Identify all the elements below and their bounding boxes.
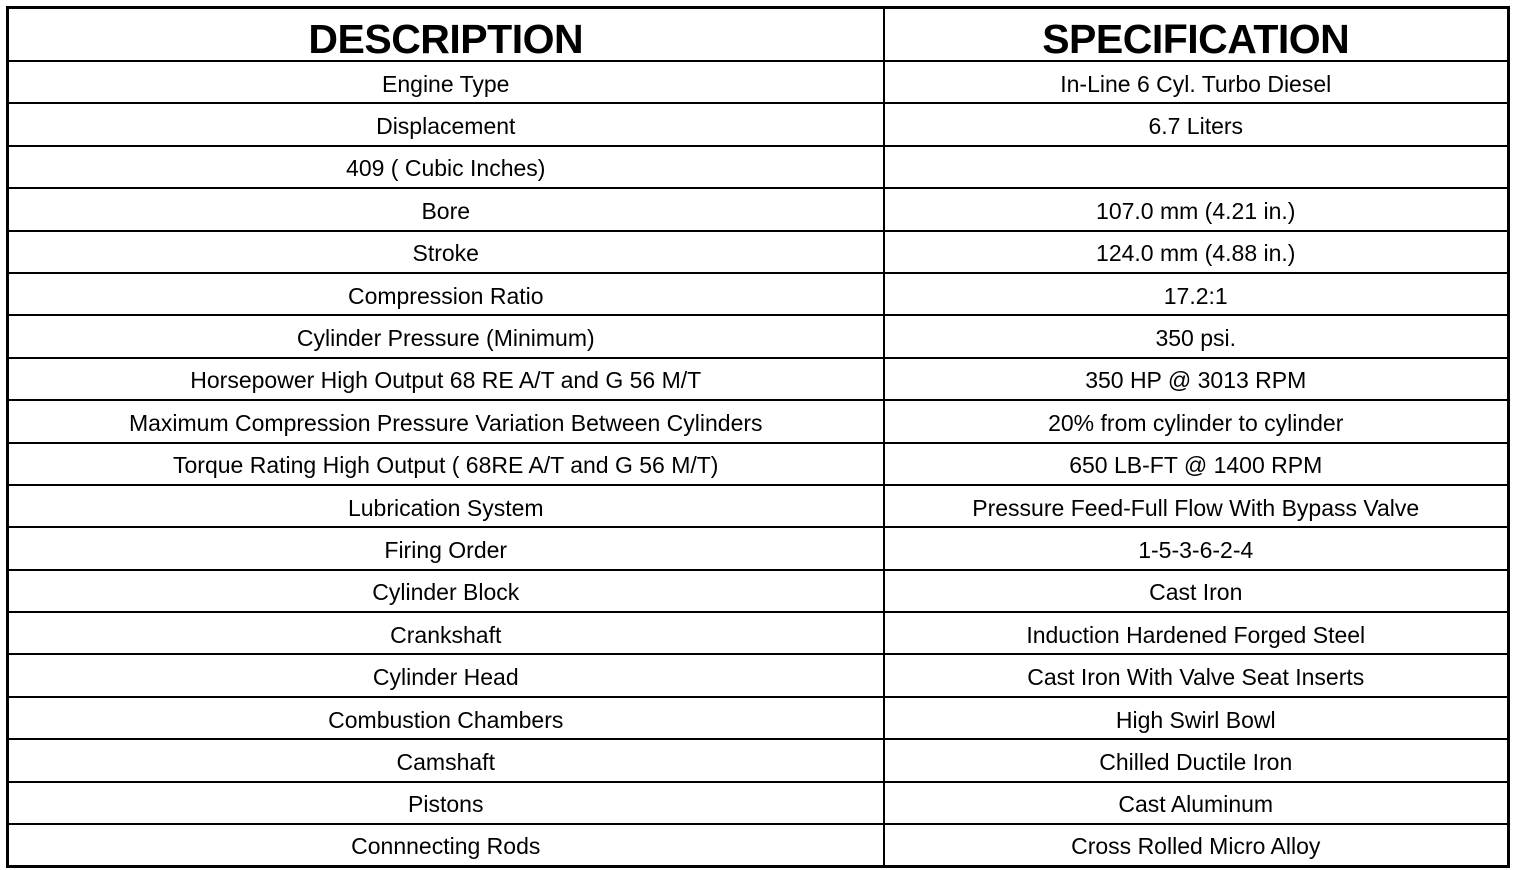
description-cell: Cylinder Pressure (Minimum) bbox=[8, 315, 884, 357]
specification-cell: 6.7 Liters bbox=[884, 103, 1509, 145]
specification-cell: Cast Iron With Valve Seat Inserts bbox=[884, 654, 1509, 696]
description-cell: Pistons bbox=[8, 782, 884, 824]
table-row bbox=[8, 231, 1509, 273]
description-cell: Firing Order bbox=[8, 527, 884, 569]
table-row bbox=[8, 443, 1509, 485]
specification-cell bbox=[884, 146, 1509, 188]
description-cell: Camshaft bbox=[8, 739, 884, 781]
table-row bbox=[8, 188, 1509, 230]
table-header bbox=[8, 8, 1509, 62]
description-cell: Torque Rating High Output ( 68RE A/T and G 56 M/T) bbox=[8, 443, 884, 485]
table-row bbox=[8, 782, 1509, 824]
specification-cell: 650 LB-FT @ 1400 RPM bbox=[884, 443, 1509, 485]
description-cell: Cylinder Block bbox=[8, 570, 884, 612]
specification-cell: 20% from cylinder to cylinder bbox=[884, 400, 1509, 442]
description-cell: 409 ( Cubic Inches) bbox=[8, 146, 884, 188]
specification-cell: In-Line 6 Cyl. Turbo Diesel bbox=[884, 61, 1509, 103]
specification-cell: 107.0 mm (4.21 in.) bbox=[884, 188, 1509, 230]
description-cell: Stroke bbox=[8, 231, 884, 273]
description-cell: Crankshaft bbox=[8, 612, 884, 654]
description-cell: Connnecting Rods bbox=[8, 824, 884, 866]
table-row bbox=[8, 146, 1509, 188]
header-specification: SPECIFICATION bbox=[884, 8, 1509, 62]
specification-cell: 124.0 mm (4.88 in.) bbox=[884, 231, 1509, 273]
specification-cell: 1-5-3-6-2-4 bbox=[884, 527, 1509, 569]
specification-cell: 17.2:1 bbox=[884, 273, 1509, 315]
table-row bbox=[8, 400, 1509, 442]
table-row bbox=[8, 273, 1509, 315]
engine-specification-table bbox=[6, 6, 1510, 868]
table-row bbox=[8, 654, 1509, 696]
specification-cell: Induction Hardened Forged Steel bbox=[884, 612, 1509, 654]
description-cell: Horsepower High Output 68 RE A/T and G 56 M/T bbox=[8, 358, 884, 400]
table-row bbox=[8, 570, 1509, 612]
specification-cell: Pressure Feed-Full Flow With Bypass Valve bbox=[884, 485, 1509, 527]
table-row bbox=[8, 612, 1509, 654]
table-row bbox=[8, 485, 1509, 527]
table-row bbox=[8, 697, 1509, 739]
description-cell: Displacement bbox=[8, 103, 884, 145]
description-cell: Bore bbox=[8, 188, 884, 230]
table-row bbox=[8, 358, 1509, 400]
table-row bbox=[8, 824, 1509, 866]
header-row bbox=[8, 8, 1509, 62]
table-row bbox=[8, 315, 1509, 357]
specification-cell: Cross Rolled Micro Alloy bbox=[884, 824, 1509, 866]
specification-cell: High Swirl Bowl bbox=[884, 697, 1509, 739]
description-cell: Combustion Chambers bbox=[8, 697, 884, 739]
table-row bbox=[8, 739, 1509, 781]
specification-cell: Chilled Ductile Iron bbox=[884, 739, 1509, 781]
table-row bbox=[8, 527, 1509, 569]
specification-cell: Cast Iron bbox=[884, 570, 1509, 612]
description-cell: Engine Type bbox=[8, 61, 884, 103]
table-row bbox=[8, 103, 1509, 145]
description-cell: Maximum Compression Pressure Variation Between Cylinders bbox=[8, 400, 884, 442]
table-body bbox=[8, 61, 1509, 866]
header-description: DESCRIPTION bbox=[8, 8, 884, 62]
specification-cell: 350 HP @ 3013 RPM bbox=[884, 358, 1509, 400]
description-cell: Lubrication System bbox=[8, 485, 884, 527]
description-cell: Cylinder Head bbox=[8, 654, 884, 696]
specification-cell: 350 psi. bbox=[884, 315, 1509, 357]
specification-cell: Cast Aluminum bbox=[884, 782, 1509, 824]
table-row bbox=[8, 61, 1509, 103]
description-cell: Compression Ratio bbox=[8, 273, 884, 315]
